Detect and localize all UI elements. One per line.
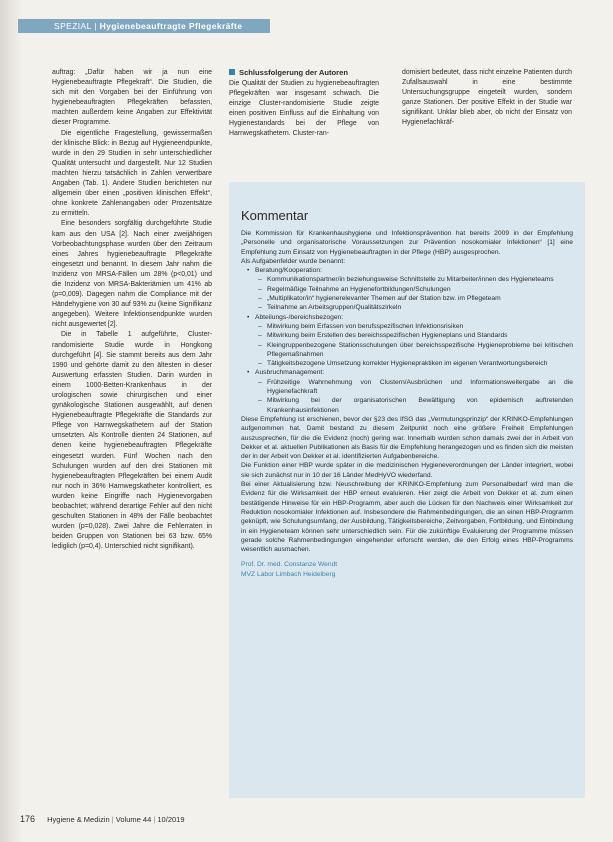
task-items-list [255,322,573,368]
commentary-paragraph: Diese Empfehlung ist erschienen, bevor der §23 des IfSG das „Vermutungsprinzip“ der KRINKO-Empfehlungen aufgenommen hat. Damit bestand zu diesem Zeitpunkt noch eine größere Freiheit Empfehlungen auszusprechen, für die die Evidenz (noch) gering war. Innerhalb wurden schon damals zwei der in Arbeit von Dekker et al. aktuellen Publikationen als Basis für die Empfehlung herangezogen und es finden sich die meisten der in der Arbeit von Dekker et al. identifizierten Aufgabenbereiche. [241,415,573,461]
task-item: – Tätigkeitsbezogene Umsetzung korrekter Hygienepraktiken im eigenen Verantwortungsbereich [267,359,573,368]
col1-paragraph: Eine besonders sorgfältig durchgeführte Studie kam aus den USA [2]. Nach einer zweijährigen Vorbeobachtungsphase wurden über den Zeitraum eines Jahres hygienebeauftragte Pflegekräfte eingesetzt und benannt. In diesem Jahr nahm die Inzidenz von MRSA-Fällen um 28% (p<0,01) und die Inzidenz von MRSA-Bakteriämien um 41% ab (p=0,009). Dagegen nahm die Compliance mit der Händehygiene von 30 auf 93% zu (keine Signifikanz angegeben). Weitere Infektionsendpunkte wurden nicht ausgewertet [2]. [52,220,212,329]
square-bullet-icon [229,69,235,75]
journal-issue: 10/2019 [157,815,185,824]
kicker-title: Hygienebeauftragte Pflegekräfte [99,21,243,31]
commentary-paragraph: Bei einer Aktualisierung bzw. Neuschreibung der KRINKO-Empfehlung zum Personalbedarf wird man die Evidenz für die Wirksamkeit der HBP erneut evaluieren. Hier zeigt die Arbeit von Dekker et al. zum einen bestätigende Hinweise für ein HBP-Programm, aber auch die Lücken für den Nachweis einer Wirksamkeit zur Reduktion nosokomialer Infektionen auf. Insbesondere die Rahmenbedingungen, die an einen HBP-Programm geknüpft, wie Schulungsumfang, der Ausbildung, Tätigkeitsbereiche, Zeitvorgaben, Fortbildung, und Einbindung in ein Hygieneteam können sehr unterschiedlich sein. Für die zukünftige Evaluierung der Programme müssen gerade solche Rahmenbedingungen eingehender erforscht werden, die den Erfolg eines HBP-Programms wesentlich ausmachen. [241,481,573,554]
author-name: Prof. Dr. med. Constanze Wendt [241,561,338,569]
task-item: – Regelmäßige Teilnahme an Hygienefortbildungen/Schulungen [267,285,573,294]
commentary-intro: Die Kommission für Krankenhaushygiene und Infektionsprävention hat bereits 2009 in der Empfehlung „Personelle und organisatorische Voraussetzungen zur Prävention nosokomialer Infektionen“ [1] eine Empfehlung zum Einsatz von Hygienebeauftragten in der Pflege (HBP) ausgesprochen. [241,230,573,256]
author-affiliation: MVZ Labor Limbach Heidelberg [241,570,336,578]
col1-paragraph: Die eigentliche Fragestellung, gewissermaßen der klinische Blick: in Bezug auf Hygieneendpunkte, wurde in den 29 Studien in sehr unterschiedlicher Qualität untersucht und dargestellt. Nur 12 Studien machten hierzu tatsächlich in Zahlen verwertbare Angaben (Tab. 1). Andere Studien berichteten nur allgemein über einen „positiven klinischen Effekt“, ohne konkrete Zahlenangaben oder Prozentsätze zu ermitteln. [52,129,212,218]
task-group [255,266,573,312]
commentary-box [229,182,585,798]
col1-paragraph: Die in Tabelle 1 aufgeführte, Cluster-randomisierte Studie wurde in Hongkong durchgeführt [4]. Sie stammt bereits aus dem Jahr 1990 und gehörte damit zu den ältesten in dieser Auswertung erfassten Studien. Darin wurden in einem 1000-Betten-Krankenhaus in der urologischen sowie chirurgischen und einer gynäkologische Stationen ausgewählt, auf denen Hygienebeauftragte Pflegekräfte die Standards zur Pflege von Harnwegskathetern auf der Station umsetzten. Als Kontrolle dienten 24 Stationen, auf denen keine hygienebeauftragten Pflegekräfte eingesetzt wurden. Fünf Wochen nach den Schulungen wurden auf den drei Stationen mit hygienebeauftragten Pflegekräften bei einem Audit nur noch in 36% Harnwegskatheter kontrolliert, es wurden keine Eingriffe nach Hygienevorgaben beobachtet; während derartige Fehler auf den nicht geschulten Stationen in 48% der Fälle beobachtet wurden (p=0,028). Zwei Jahre die Fehlerraten in beiden Gruppen von Stationen bei 63 bzw. 65% lediglich (p=0,4). Unterschied nicht signifikant). [52,331,212,551]
commentary-tasks-intro: Als Aufgabenfelder wurde benannt: [241,257,346,265]
commentary-title: Kommentar [241,208,309,223]
page-footer [20,814,185,824]
col1-paragraph: auftrag: „Dafür haben wir ja nun eine Hygienebeauftragte Pflegekraft“. Die Studien, die sich mit den Vorgaben bei der Einführung von hygienebeauftragten Pflegekräften befassten, machten außerdem keine Angaben zur Effektivität dieser Programme. [52,69,212,127]
commentary-content [241,208,573,579]
task-items-list [255,378,573,415]
page-number: 176 [20,814,36,824]
task-item: – Teilnahme an Arbeitsgruppen/Qualitätszirkeln [267,303,573,312]
article-column-2 [229,68,379,140]
footer-separator: | [153,815,156,824]
article-column-3 [402,68,572,129]
kicker-prefix: SPEZIAL [54,21,92,31]
page-gutter-shadow [0,0,22,842]
journal-volume: Volume 44 [115,815,152,824]
commentary-author [241,560,573,579]
task-items-list [255,275,573,312]
footer-separator: | [111,815,114,824]
task-item: – Mitwirkung beim Erstellen des bereichsspezifischen Hygieneplans und Standards [267,331,573,340]
article-column-1 [52,68,212,553]
commentary-paragraph: Die Funktion einer HBP wurde später in die medizinischen Hygieneverordnungen der Länder integriert, wobei sie sich zunächst nur in 10 der 16 Länder MedHyVO wiederfand. [241,462,573,479]
task-item: – „Multiplikator/in“ hygienerelevanter Themen auf der Station bzw. im Pflegeteam [267,294,573,303]
task-group-label: Ausbruchmanagement: [255,369,325,377]
col3-text: domisiert bedeutet, dass nicht einzelne Patienten durch Zufallsauswahl in eine bestimmte Untersuchungsgruppe eingeteilt wurden, sondern ganze Stationen. Der positive Effekt in der Studie war signifikant. Unklar blieb aber, ob nicht der Einsatz von Hygienefachkräf- [402,69,572,127]
section-kicker: SPEZIAL | Hygienebeauftragte Pflegekräfte [54,21,243,31]
conclusion-heading-text: Schlussfolgerung der Autoren [239,68,348,77]
section-header-band [18,19,270,33]
conclusion-heading [229,68,379,78]
task-item: – Kleingruppenbezogene Stationsschulungen über bereichsspezifische Hygieneprobleme bei kritischen Pflegemaßnahmen [267,341,573,360]
task-item: – Mitwirkung beim Erfassen von berufsspezifischen Infektionsrisiken [267,322,573,331]
task-group [255,368,573,414]
task-item: – Frühzeitige Wahrnehmung von Clustern/Ausbrüchen und Informationsweitergabe an die Hygienefachkraft [267,378,573,397]
task-groups-list [241,266,573,415]
conclusion-text: Die Qualität der Studien zu hygienebeauftragten Pflegekräften war insgesamt schwach. Die einzige Cluster-randomisierte Studie zeigte einen positiven Einfluss auf die Einhaltung von Hygienestandards bei der Pflege von Harnwegskathetern. Cluster-ran- [229,80,379,138]
task-item: – Mitwirkung bei der organisatorischen Bewältigung von epidemisch auftretenden Krankenhausinfektionen [267,396,573,415]
task-item: – Kommunikationspartner/in beziehungsweise Schnittstelle zu Mitarbeiter/innen des Hygieneteams [267,275,573,284]
task-group-label: Abteilungs-/bereichsbezogen: [255,313,344,321]
journal-name: Hygiene & Medizin [47,815,110,824]
task-group [255,313,573,369]
task-group-label: Beratung/Kooperation: [255,267,322,275]
